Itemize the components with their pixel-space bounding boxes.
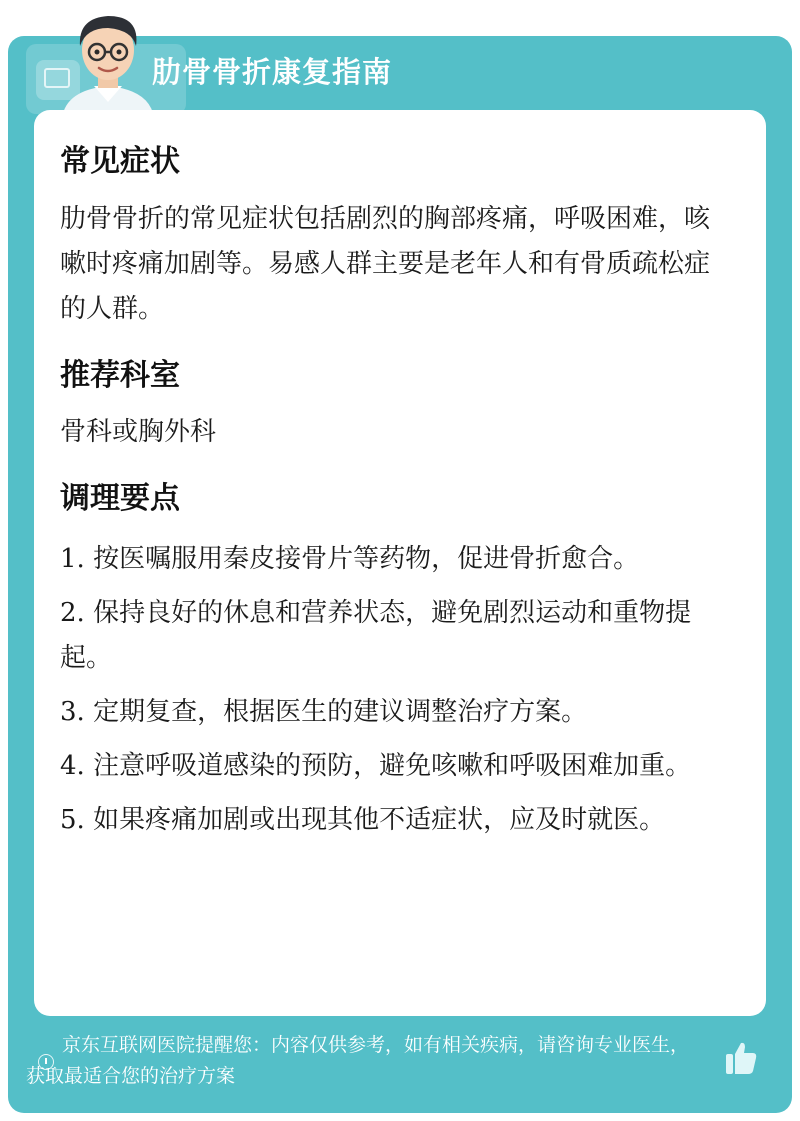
list-item-number: 2. [60, 598, 85, 628]
list-item-number: 3. [60, 697, 85, 727]
section-heading-care: 调理要点 [60, 481, 180, 516]
thumbs-up-icon[interactable] [724, 1040, 758, 1076]
department-text: 骨科或胸外科 [60, 417, 217, 447]
page-title: 肋骨骨折康复指南 [152, 55, 393, 89]
footer-disclaimer-text: 京东互联网医院提醒您：内容仅供参考，如有相关疾病，请咨询专业医生，获取最适合您的治疗方案 [26, 1034, 690, 1087]
section-heading-symptoms: 常见症状 [60, 144, 180, 179]
list-item [60, 690, 730, 735]
guide-frame [8, 36, 792, 1113]
list-item-number: 5. [60, 805, 85, 835]
card-content [60, 110, 730, 843]
list-item [60, 591, 730, 681]
list-item-text: 定期复查，根据医生的建议调整治疗方案。 [93, 697, 588, 727]
section-heading-department: 推荐科室 [60, 358, 180, 393]
list-item [60, 798, 730, 843]
list-item-number: 1. [60, 544, 85, 574]
list-item [60, 537, 730, 582]
content-card [34, 110, 766, 1016]
list-item-text: 如果疼痛加剧或出现其他不适症状，应及时就医。 [93, 805, 666, 835]
list-item-text: 保持良好的休息和营养状态，避免剧烈运动和重物提起。 [60, 598, 692, 673]
footer-disclaimer [26, 1030, 706, 1092]
symptoms-text: 肋骨骨折的常见症状包括剧烈的胸部疼痛，呼吸困难，咳嗽时疼痛加剧等。易感人群主要是老年人和有骨质疏松症的人群。 [60, 204, 711, 324]
list-item-text: 按医嘱服用秦皮接骨片等药物，促进骨折愈合。 [93, 544, 640, 574]
list-item-text: 注意呼吸道感染的预防，避免咳嗽和呼吸困难加重。 [93, 751, 692, 781]
doctor-avatar [48, 6, 168, 118]
list-item-number: 4. [60, 751, 85, 781]
list-item [60, 744, 730, 789]
